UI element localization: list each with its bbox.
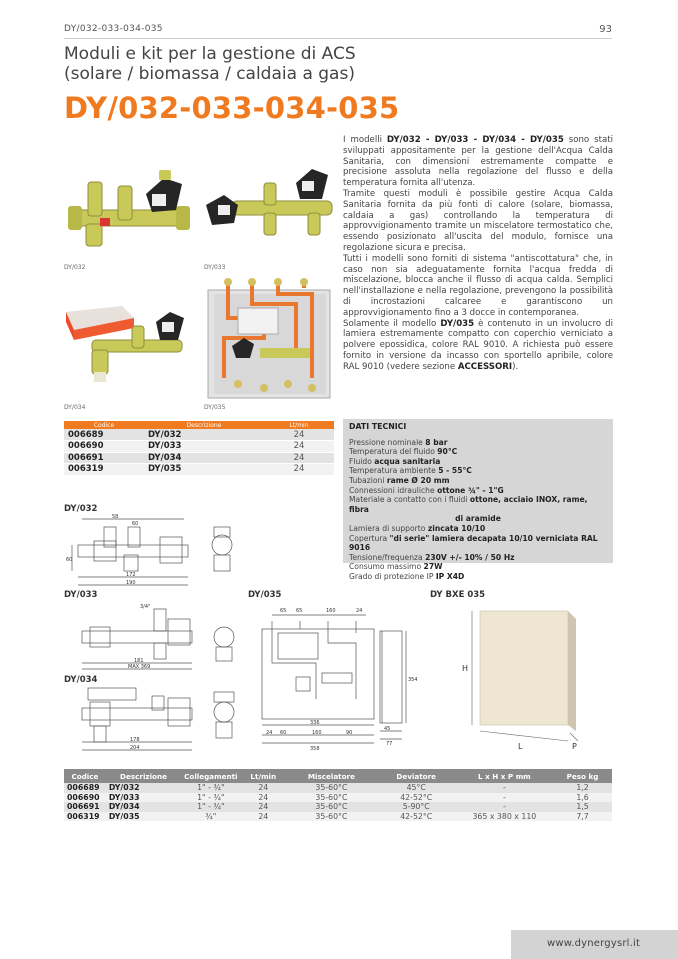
specs-table-header (64, 769, 612, 783)
table-cell: - (456, 783, 553, 793)
table-cell: DY/035 (144, 464, 264, 476)
product-table-header-code: Codice (64, 421, 144, 429)
table-cell: 35-60°C (286, 783, 377, 793)
tech-line (349, 524, 607, 534)
tech-label: Temperatura ambiente (349, 466, 439, 476)
subtitle-line-1: Moduli e kit per la gestione di ACS (64, 44, 356, 64)
table-cell: 006319 (64, 812, 106, 822)
table-cell: 35-60°C (286, 812, 377, 822)
desc-p1-c: sono stati sviluppati appositamente per la gestione dell'Acqua Calda Sanitaria, con dimensioni estremamente compatte e precisione assoluta nella regolazione del flusso e della temperatura fornita all'utenza. (343, 135, 613, 189)
desc-p1-models: DY/032 - DY/033 - DY/034 - DY/035 (386, 135, 564, 145)
tech-label: Grado di protezione IP (349, 571, 436, 581)
dim-label: 45 (384, 726, 391, 732)
tech-value: 27W (423, 562, 443, 572)
technical-data-heading: DATI TECNICI (349, 422, 407, 431)
dim-label: 60 (66, 557, 73, 563)
specs-header-desc: Descrizione (106, 769, 181, 783)
dim-label: 160 (326, 608, 336, 614)
tech-label: Consumo massimo (349, 562, 424, 572)
tech-line (349, 514, 607, 524)
dim-label: 336 (310, 720, 320, 726)
desc-p4-e: ). (512, 361, 519, 372)
drawing-title-dy034: DY/034 (64, 675, 98, 685)
drawing-title-dy033: DY/033 (64, 590, 98, 600)
footer-bar (511, 930, 678, 959)
drawing-title-dybxe035: DY BXE 035 (430, 590, 486, 600)
tech-value: di aramide (455, 514, 501, 524)
tech-label: Fluido (349, 456, 375, 466)
specs-header-mixer: Miscelatore (286, 769, 377, 783)
technical-data-box (343, 419, 613, 581)
table-cell: 45°C (377, 783, 456, 793)
table-cell: - (456, 793, 553, 803)
table-cell: 35-60°C (286, 802, 377, 812)
tech-value: 8 bar (425, 437, 448, 447)
drawing-dy032 (64, 515, 244, 590)
product-image-dy035 (204, 278, 334, 402)
caption-dy033: DY/033 (204, 264, 226, 271)
table-cell: 7,7 (553, 812, 612, 822)
table-cell: 006689 (64, 429, 144, 441)
specs-header-conn: Collegamenti (181, 769, 240, 783)
table-cell: 5-90°C (377, 802, 456, 812)
table-cell: 24 (264, 452, 334, 464)
page-title: DY/032-033-034-035 (64, 91, 400, 125)
desc-p4-a: Solamente il modello (343, 318, 441, 329)
table-cell: 42-52°C (377, 812, 456, 822)
dim-label: 90 (346, 730, 353, 736)
table-cell: 24 (264, 441, 334, 453)
tech-line (349, 476, 607, 486)
table-cell: 365 x 380 x 110 (456, 812, 553, 822)
header-divider (64, 38, 612, 39)
table-cell: 006319 (64, 464, 144, 476)
dim-label: 24 (356, 608, 363, 614)
table-cell: 1" - ¾" (181, 783, 240, 793)
dim-label: 204 (130, 745, 140, 751)
table-cell: 1,2 (553, 783, 612, 793)
tech-line (349, 438, 607, 448)
dim-label: 65 (280, 608, 287, 614)
dim-label: 65 (296, 608, 303, 614)
tech-line (349, 553, 607, 563)
table-cell: DY/032 (106, 783, 181, 793)
tech-value: 90°C (437, 447, 458, 457)
caption-dy035: DY/035 (204, 404, 226, 411)
table-row (64, 464, 334, 476)
table-cell: 24 (241, 793, 287, 803)
table-cell: DY/032 (144, 429, 264, 441)
tech-line (349, 486, 607, 496)
table-row (64, 441, 334, 453)
table-cell: 006690 (64, 793, 106, 803)
description-text (343, 135, 613, 373)
table-cell: 006689 (64, 783, 106, 793)
desc-p4-model: DY/035 (440, 318, 475, 329)
tech-line (349, 562, 607, 572)
product-table-header-lt: Lt/min (264, 421, 334, 429)
product-table-header (64, 421, 334, 429)
tech-value: zincata 10/10 (427, 523, 486, 533)
tech-label: Materiale a contatto con i fluidi (349, 495, 470, 505)
product-table-header-desc: Descrizione (144, 421, 264, 429)
page-number: 93 (599, 24, 612, 35)
desc-p4-c: è contenuto in un involucro di lamiera estremamente compatto con coperchio verniciato a polvere epossidica, colore RAL 9010. A richiesta può essere fornito in versione da incasso con sportello apribile, colore RAL 9010 (vedere sezione (343, 318, 613, 372)
caption-dy034: DY/034 (64, 404, 86, 411)
product-image-dy034 (64, 300, 199, 385)
table-row (64, 452, 334, 464)
table-cell: DY/035 (106, 812, 181, 822)
dim-label: 190 (126, 580, 136, 586)
tech-value: IP X4D (435, 571, 465, 581)
tech-label: Copertura (349, 533, 390, 543)
table-row (64, 802, 612, 812)
table-cell: 24 (264, 464, 334, 476)
tech-value: rame Ø 20 mm (386, 475, 450, 485)
table-cell: 35-60°C (286, 793, 377, 803)
dim-label: 24 (266, 730, 273, 736)
tech-line (349, 466, 607, 476)
drawing-title-dy035: DY/035 (248, 590, 282, 600)
tech-label: Temperatura del fluido (349, 447, 438, 457)
dim-label: MAX 369 (128, 664, 151, 670)
tech-label: Tubazioni (349, 475, 387, 485)
drawing-dy034 (64, 686, 244, 756)
desc-p4-accessori: ACCESSORI (457, 361, 513, 372)
dim-label-l: L (518, 742, 523, 751)
tech-line (349, 534, 607, 553)
table-row (64, 783, 612, 793)
drawing-dybxe035 (460, 605, 610, 755)
specs-header-weight: Peso kg (553, 769, 612, 783)
table-cell: 24 (241, 812, 287, 822)
dim-label: 178 (130, 737, 140, 743)
product-table (64, 421, 334, 476)
table-cell: 006691 (64, 802, 106, 812)
specs-header-lt: Lt/min (241, 769, 287, 783)
tech-label: Tensione/frequenza (349, 552, 426, 562)
drawing-dy033 (64, 603, 244, 673)
product-image-dy032 (64, 160, 199, 255)
specs-table (64, 769, 612, 821)
dim-label: 160 (312, 730, 322, 736)
tech-label: Pressione nominale (349, 437, 426, 447)
tech-line (349, 457, 607, 467)
table-cell: 24 (264, 429, 334, 441)
table-cell: 006690 (64, 441, 144, 453)
product-image-dy033 (204, 165, 334, 255)
desc-p3: Tutti i modelli sono forniti di sistema "antiscottatura" che, in caso non sia adeguatamente fornita l'acqua fredda di miscelazione, blocca anche il flusso di acqua calda. Semplici nell'installazione e nella regolazione, prevengono la possibilità di incrostazioni calcaree e garantiscono un approvvigionamento fino a 3 docce in contemporanea. (343, 253, 613, 318)
specs-header-code: Codice (64, 769, 106, 783)
table-cell: 42-52°C (377, 793, 456, 803)
table-cell: 1,5 (553, 802, 612, 812)
dim-label-p: P (572, 742, 577, 751)
dim-label: 60 (280, 730, 287, 736)
table-cell: DY/034 (106, 802, 181, 812)
desc-p2: Tramite questi moduli è possibile gestire Acqua Calda Sanitaria fornita da più fonti di calore (solare, biomassa, caldaia a gas) controllando la temperatura di approvvigionamento tramite un miscelatore termostatico che, essendo posizionato all'uscita del modulo, fornisce una regolazione sicura e precisa. (343, 188, 613, 253)
table-cell: DY/033 (106, 793, 181, 803)
table-cell: DY/033 (144, 441, 264, 453)
table-cell: 1" - ¾" (181, 793, 240, 803)
table-cell: - (456, 802, 553, 812)
dim-label: 354 (408, 677, 418, 683)
tech-value: acqua sanitaria (374, 456, 441, 466)
dim-label: 77 (386, 741, 393, 747)
table-row (64, 429, 334, 441)
tech-value: ottone ¾" - 1"G (437, 485, 504, 495)
specs-header-diverter: Deviatore (377, 769, 456, 783)
caption-dy032: DY/032 (64, 264, 86, 271)
dim-label: 358 (310, 746, 320, 752)
table-cell: 1,6 (553, 793, 612, 803)
tech-line (349, 447, 607, 457)
table-cell: ¾" (181, 812, 240, 822)
table-row (64, 812, 612, 822)
tech-value: "di serie" lamiera decapata 10/10 verniciata RAL 9016 (349, 533, 598, 553)
dim-label: 181 (134, 658, 144, 664)
tech-value: ottone, acciaio INOX, rame, fibra (349, 495, 588, 514)
tech-line (349, 495, 607, 514)
table-cell: 24 (241, 802, 287, 812)
table-cell: 24 (241, 783, 287, 793)
specs-header-size: L x H x P mm (456, 769, 553, 783)
dim-label: 3/4" (140, 604, 151, 610)
table-row (64, 793, 612, 803)
drawing-title-dy032: DY/032 (64, 504, 98, 514)
tech-label: Connessioni idrauliche (349, 485, 438, 495)
table-cell: 1" - ¾" (181, 802, 240, 812)
header-code: DY/032-033-034-035 (64, 24, 163, 34)
dim-label: 58 (112, 514, 119, 520)
tech-value: 5 - 55°C (438, 466, 472, 476)
table-cell: DY/034 (144, 452, 264, 464)
tech-line (349, 572, 607, 582)
dim-label-h: H (462, 664, 469, 673)
tech-value: 230V +/- 10% / 50 Hz (425, 552, 515, 562)
desc-p1-a: I modelli (343, 135, 387, 145)
page-subtitle (64, 44, 356, 84)
table-cell: 006691 (64, 452, 144, 464)
dim-label: 172 (126, 572, 136, 578)
drawing-dy035 (256, 603, 416, 753)
footer-website-link[interactable]: www.dynergysrl.it (547, 938, 641, 949)
dim-label: 60 (132, 521, 139, 527)
subtitle-line-2: (solare / biomassa / caldaia a gas) (64, 64, 355, 84)
tech-label: Lamiera di supporto (349, 523, 428, 533)
